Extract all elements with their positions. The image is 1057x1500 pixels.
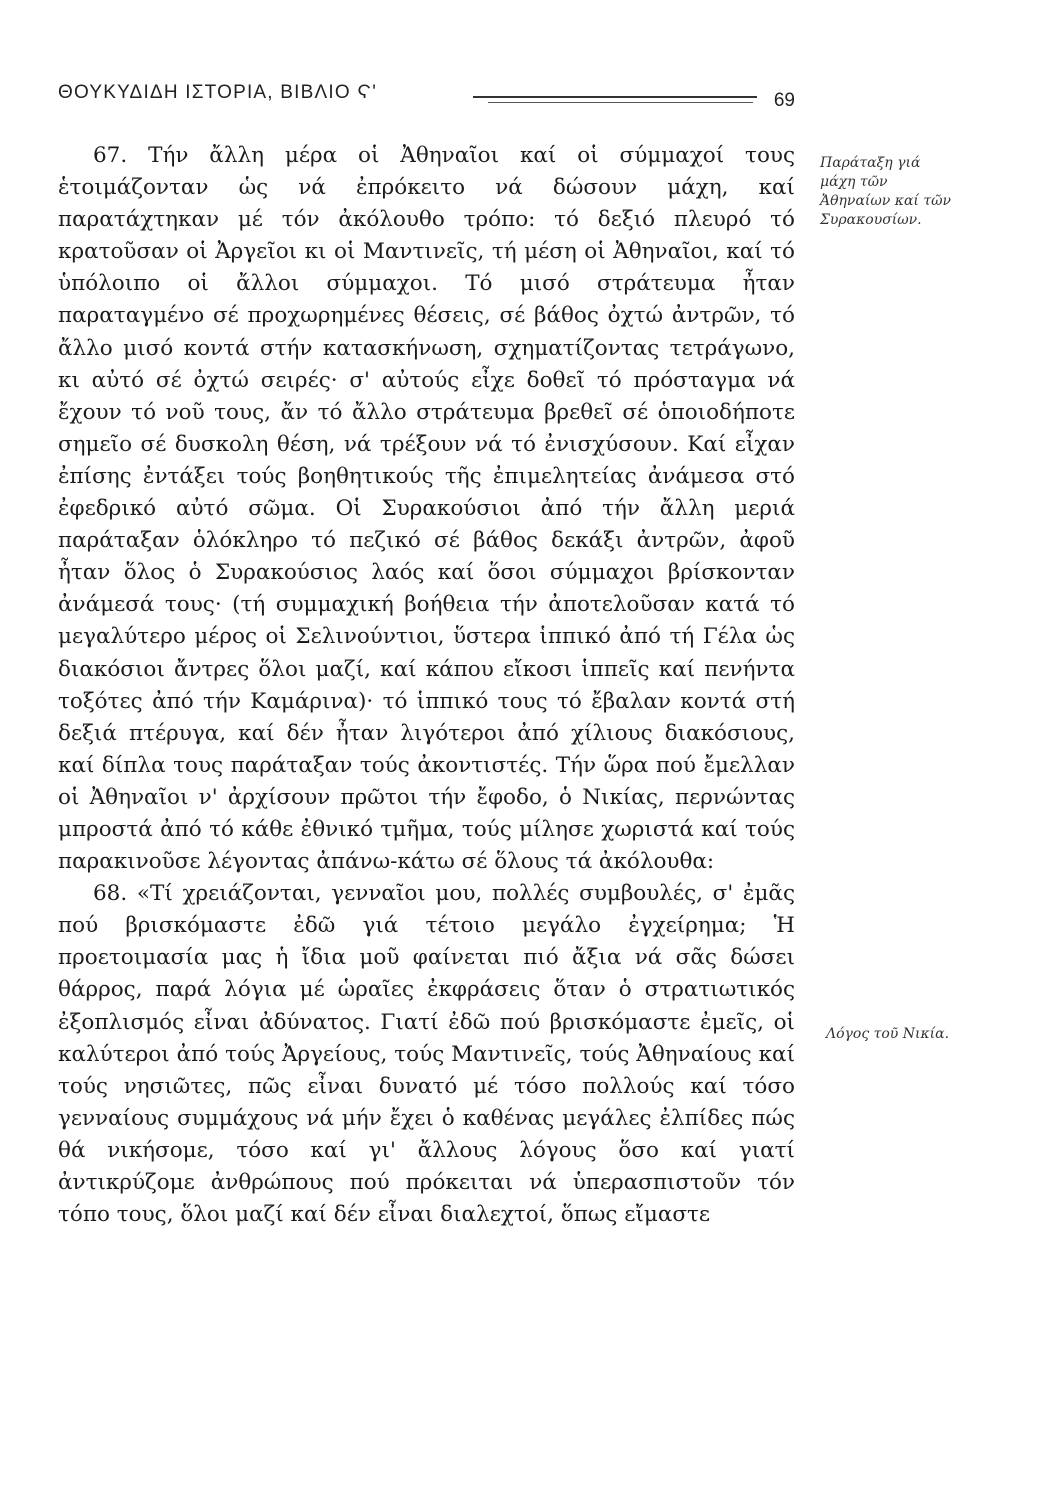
- paragraph-67: 67. Τήν ἄλλη μέρα οἱ Ἀθηναῖοι καί οἱ σύμμαχοί τους ἑτοιμάζονταν ὡς νά ἐπρόκειτο νά δώσουν μάχη, καί παρατάχτηκαν μέ τόν ἀκόλουθο τρόπο: τό δεξιό πλευρό τό κρατοῦσαν οἱ Ἀργεῖοι κι οἱ Μαντινεῖς, τή μέση οἱ Ἀθηναῖοι, καί τό ὑπόλοιπο οἱ ἄλλοι σύμμαχοι. Τό μισό στράτευμα ἦταν παραταγμένο σέ προχωρημένες θέσεις, σέ βάθος ὀχτώ ἀντρῶν, τό ἄλλο μισό κοντά στήν κατασκήνωση, σχηματίζοντας τετράγωνο, κι αὐτό σέ ὀχτώ σειρές· σ' αὐτούς εἶχε δοθεῖ τό πρόσταγμα νά ἔχουν τό νοῦ τους, ἄν τό ἄλλο στράτευμα βρεθεῖ σέ ὁποιοδήποτε σημεῖο σέ δυσκολη θέση, νά τρέξουν νά τό ἐνισχύσουν. Καί εἶχαν ἐπίσης ἐντάξει τούς βοηθητικούς τῆς ἐπιμελητείας ἀνάμεσα στό ἐφεδρικό αὐτό σῶμα. Οἱ Συρακούσιοι ἀπό τήν ἄλλη μεριά παράταξαν ὁλόκληρο τό πεζικό σέ βάθος δεκάξι ἀντρῶν, ἀφοῦ ἦταν ὅλος ὁ Συρακούσιος λαός καί ὅσοι σύμμαχοι βρίσκονταν ἀνάμεσά τους· (τή συμμαχική βοήθεια τήν ἀποτελοῦσαν κατά τό μεγαλύτερο μέρος οἱ Σελινούντιοι, ὕστερα ἱππικό ἀπό τή Γέλα ὡς διακόσιοι ἄντρες ὅλοι μαζί, καί κάπου εἴκοσι ἱππεῖς καί πενήντα τοξότες ἀπό τήν Καμάρινα)· τό ἱππικό τους τό ἔβαλαν κοντά στή δεξιά πτέρυγα, καί δέν ἦταν λιγότεροι ἀπό χίλιους διακόσιους, καί δίπλα τους παράταξαν τούς ἀκοντιστές. Τήν ὥρα πού ἔμελλαν οἱ Ἀθηναῖοι ν' ἀρχίσουν πρῶτοι τήν ἔφοδο, ὁ Νικίας, περνώντας μπροστά ἀπό τό κάθε ἐθνικό τμῆμα, τούς μίλησε χωριστά καί τούς παρακινοῦσε λέγοντας ἀπάνω-κάτω σέ ὅλους τά ἀκόλουθα:: [58, 143, 795, 875]
- running-header: [58, 82, 795, 116]
- page-number: 69: [773, 90, 795, 111]
- margin-note-nicias-speech: Λόγος τοῦ Νικία.: [826, 1026, 950, 1042]
- header-title: ΘΟΥΚΥΔΙΔΗ ΙΣΤΟΡΙΑ, ΒΙΒΛΙΟ Ϛ': [58, 82, 378, 103]
- paragraph-68: 68. «Τί χρειάζονται, γενναῖοι μου, πολλές συμβουλές, σ' ἐμᾶς πού βρισκόμαστε ἐδῶ γιά τέτοιο μεγάλο ἐγχείρημα; Ἡ προετοιμασία μας ἡ ἴδια μοῦ φαίνεται πιό ἄξια νά σᾶς δώσει θάρρος, παρά λόγια μέ ὡραῖες ἐκφράσεις ὅταν ὁ στρατιωτικός ἐξοπλισμός εἶναι ἀδύνατος. Γιατί ἐδῶ πού βρισκόμαστε ἐμεῖς, οἱ καλύτεροι ἀπό τούς Ἀργείους, τούς Μαντινεῖς, τούς Ἀθηναίους καί τούς νησιῶτες, πῶς εἶναι δυνατό μέ τόσο πολλούς καί τόσο γενναίους συμμάχους νά μήν ἔχει ὁ καθένας μεγάλες ἐλπίδες πώς θά νικήσομε, τόσο καί γι' ἄλλους λόγους ὅσο καί γιατί ἀντικρύζομε ἀνθρώπους πού πρόκειται νά ὑπερασπιστοῦν τόν τόπο τους, ὅλοι μαζί καί δέν εἶναι διαλεχτοί, ὅπως εἴμαστε: [58, 881, 795, 1228]
- margin-note-battle-order: Παράταξη γιά μάχη τῶν Ἀθηναίων καί τῶν Συρακουσίων.: [820, 155, 952, 228]
- header-rule-thin: [488, 102, 753, 103]
- main-text-column: [58, 140, 795, 1231]
- header-rule: [473, 96, 757, 98]
